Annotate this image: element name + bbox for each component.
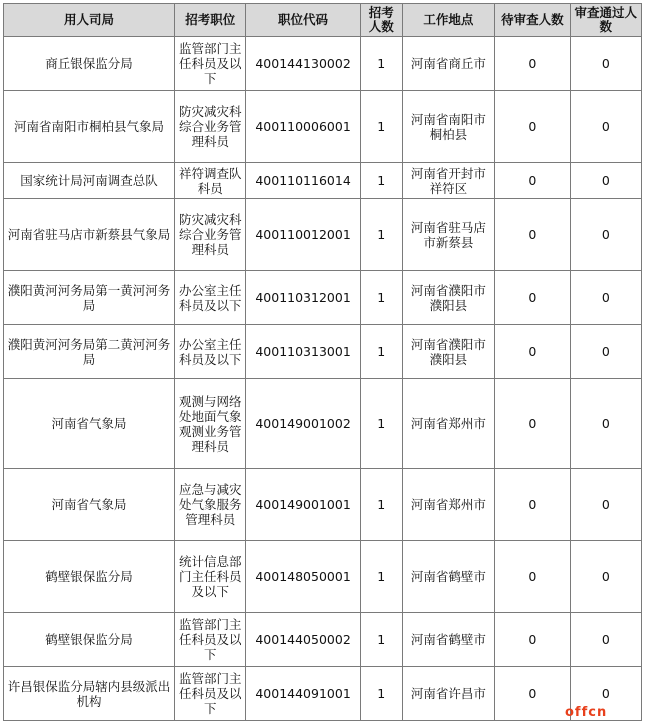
header-agency: 用人司局 bbox=[4, 4, 175, 37]
cell-location: 河南省鹤壁市 bbox=[402, 613, 494, 667]
cell-agency: 河南省南阳市桐柏县气象局 bbox=[4, 91, 175, 163]
cell-location: 河南省濮阳市濮阳县 bbox=[402, 325, 494, 379]
cell-pending: 0 bbox=[495, 379, 571, 469]
cell-pending: 0 bbox=[495, 91, 571, 163]
cell-location: 河南省驻马店市新蔡县 bbox=[402, 199, 494, 271]
cell-position: 防灾减灾科综合业务管理科员 bbox=[175, 199, 246, 271]
cell-pending: 0 bbox=[495, 613, 571, 667]
cell-code: 400144050002 bbox=[246, 613, 360, 667]
cell-position: 办公室主任科员及以下 bbox=[175, 271, 246, 325]
cell-passed: 0 bbox=[570, 379, 641, 469]
cell-location: 河南省商丘市 bbox=[402, 37, 494, 91]
cell-location: 河南省许昌市 bbox=[402, 667, 494, 721]
cell-count: 1 bbox=[360, 613, 402, 667]
cell-location: 河南省南阳市桐柏县 bbox=[402, 91, 494, 163]
cell-position: 防灾减灾科综合业务管理科员 bbox=[175, 91, 246, 163]
cell-position: 统计信息部门主任科员及以下 bbox=[175, 541, 246, 613]
header-location: 工作地点 bbox=[402, 4, 494, 37]
cell-passed: 0 bbox=[570, 271, 641, 325]
table-row bbox=[4, 199, 642, 271]
header-passed: 审查通过人数 bbox=[570, 4, 641, 37]
table-row bbox=[4, 91, 642, 163]
table-row bbox=[4, 541, 642, 613]
cell-position: 监管部门主任科员及以下 bbox=[175, 667, 246, 721]
offcn-watermark-logo: offcn bbox=[565, 705, 608, 720]
cell-location: 河南省濮阳市濮阳县 bbox=[402, 271, 494, 325]
cell-count: 1 bbox=[360, 163, 402, 199]
cell-count: 1 bbox=[360, 667, 402, 721]
header-code: 职位代码 bbox=[246, 4, 360, 37]
cell-code: 400149001002 bbox=[246, 379, 360, 469]
cell-position: 应急与减灾处气象服务管理科员 bbox=[175, 469, 246, 541]
cell-agency: 河南省气象局 bbox=[4, 469, 175, 541]
header-position: 招考职位 bbox=[175, 4, 246, 37]
cell-agency: 鹤壁银保监分局 bbox=[4, 541, 175, 613]
cell-count: 1 bbox=[360, 37, 402, 91]
table-row bbox=[4, 667, 642, 721]
cell-count: 1 bbox=[360, 541, 402, 613]
cell-count: 1 bbox=[360, 379, 402, 469]
cell-position: 祥符调查队科员 bbox=[175, 163, 246, 199]
cell-agency: 鹤壁银保监分局 bbox=[4, 613, 175, 667]
table-row bbox=[4, 469, 642, 541]
cell-code: 400144091001 bbox=[246, 667, 360, 721]
cell-pending: 0 bbox=[495, 325, 571, 379]
cell-location: 河南省鹤壁市 bbox=[402, 541, 494, 613]
cell-pending: 0 bbox=[495, 199, 571, 271]
table-row bbox=[4, 325, 642, 379]
cell-code: 400144130002 bbox=[246, 37, 360, 91]
cell-agency: 商丘银保监分局 bbox=[4, 37, 175, 91]
cell-passed: 0 bbox=[570, 541, 641, 613]
cell-passed: 0 bbox=[570, 91, 641, 163]
cell-code: 400110006001 bbox=[246, 91, 360, 163]
cell-pending: 0 bbox=[495, 541, 571, 613]
table-row bbox=[4, 379, 642, 469]
cell-code: 400110116014 bbox=[246, 163, 360, 199]
cell-agency: 许昌银保监分局辖内县级派出机构 bbox=[4, 667, 175, 721]
header-count: 招考人数 bbox=[360, 4, 402, 37]
table-row bbox=[4, 163, 642, 199]
cell-pending: 0 bbox=[495, 163, 571, 199]
cell-position: 观测与网络处地面气象观测业务管理科员 bbox=[175, 379, 246, 469]
cell-count: 1 bbox=[360, 469, 402, 541]
cell-passed: 0 bbox=[570, 199, 641, 271]
cell-location: 河南省开封市祥符区 bbox=[402, 163, 494, 199]
cell-passed: 0 bbox=[570, 37, 641, 91]
cell-count: 1 bbox=[360, 271, 402, 325]
cell-passed: 0 bbox=[570, 325, 641, 379]
cell-agency: 河南省气象局 bbox=[4, 379, 175, 469]
cell-location: 河南省郑州市 bbox=[402, 379, 494, 469]
cell-passed: 0 bbox=[570, 667, 641, 721]
cell-position: 办公室主任科员及以下 bbox=[175, 325, 246, 379]
cell-code: 400110012001 bbox=[246, 199, 360, 271]
cell-position: 监管部门主任科员及以下 bbox=[175, 613, 246, 667]
cell-position: 监管部门主任科员及以下 bbox=[175, 37, 246, 91]
cell-agency: 国家统计局河南调查总队 bbox=[4, 163, 175, 199]
header-pending: 待审查人数 bbox=[495, 4, 571, 37]
cell-code: 400148050001 bbox=[246, 541, 360, 613]
cell-pending: 0 bbox=[495, 469, 571, 541]
cell-passed: 0 bbox=[570, 613, 641, 667]
cell-agency: 濮阳黄河河务局第一黄河河务局 bbox=[4, 271, 175, 325]
table-row bbox=[4, 271, 642, 325]
cell-count: 1 bbox=[360, 199, 402, 271]
cell-agency: 河南省驻马店市新蔡县气象局 bbox=[4, 199, 175, 271]
cell-location: 河南省郑州市 bbox=[402, 469, 494, 541]
cell-code: 400110312001 bbox=[246, 271, 360, 325]
applicant-review-table bbox=[3, 3, 642, 721]
cell-pending: 0 bbox=[495, 271, 571, 325]
cell-code: 400149001001 bbox=[246, 469, 360, 541]
table-row bbox=[4, 37, 642, 91]
cell-code: 400110313001 bbox=[246, 325, 360, 379]
cell-passed: 0 bbox=[570, 163, 641, 199]
cell-pending: 0 bbox=[495, 37, 571, 91]
cell-pending: 0 bbox=[495, 667, 571, 721]
cell-agency: 濮阳黄河河务局第二黄河河务局 bbox=[4, 325, 175, 379]
table-row bbox=[4, 613, 642, 667]
table-header-row bbox=[4, 4, 642, 37]
cell-count: 1 bbox=[360, 325, 402, 379]
cell-passed: 0 bbox=[570, 469, 641, 541]
cell-count: 1 bbox=[360, 91, 402, 163]
